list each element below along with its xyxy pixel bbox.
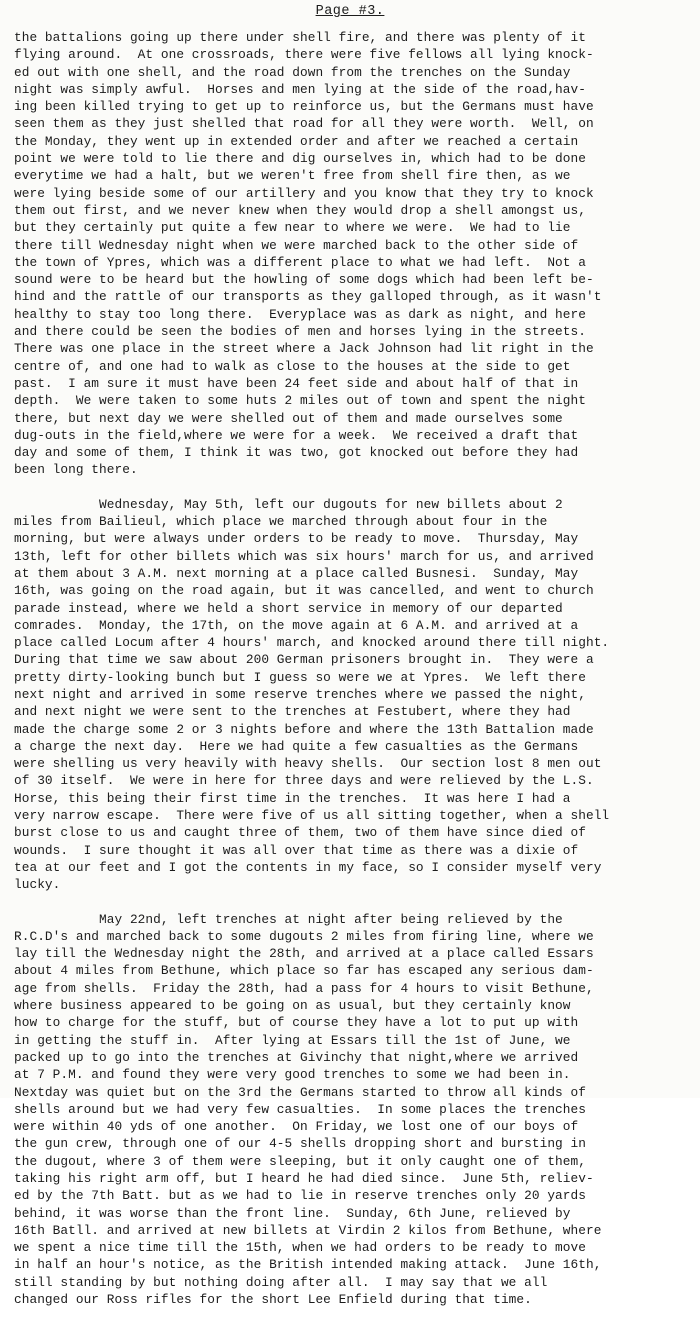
- paragraph-may-5th: Wednesday, May 5th, left our dugouts for new billets about 2 miles from Bailieul, which place we marched through about four in the morning, but were always under orders to be ready to move. Thursday, May 13th, left for other billets which was six hours' march for us, and arrived at them about 3 A.M. next morning at a place called Busnesi. Sunday, May 16th, was going on the road again, but it was cancelled, and went to church parade instead, where we held a short service in memory of our departed comrades. Monday, the 17th, on the move again at 6 A.M. and arrived at a place called Locum after 4 hours' march, and knocked around there till night. During that time we saw about 200 German prisoners brought in. They were a pretty dirty-looking bunch but I guess so were we at Ypres. We left there next night and arrived in some reserve trenches where we passed the night, and next night we were sent to the trenches at Festubert, where they had made the charge some 2 or 3 nights before and where the 13th Battalion made a charge the next day. Here we had quite a few casualties as the Germans were shelling us very heavily with heavy shells. Our section lost 8 men out of 30 itself. We were in here for three days and were relieved by the L.S. Horse, this being their first time in the trenches. It was here I had a very narrow escape. There were five of us all sitting together, when a shell burst close to us and caught three of them, two of them have since died of wounds. I sure thought it was all over that time as there was a dixie of tea at our feet and I got the contents in my face, so I consider myself very lucky.: [14, 496, 610, 893]
- paragraph-ypres: the battalions going up there under shell fire, and there was plenty of it flying around. At one crossroads, there were five fellows all lying knock- ed out with one shell, and the road down from the trenches on the Sunday night was simply awful. Horses and men lying at the side of the road,hav- ing been killed trying to get up to reinforce us, but the Germans must have seen them as they just shelled that road for all they were worth. Well, on the Monday, they went up in extended order and after we reached a certain point we were told to lie there and dig ourselves in, which had to be done everytime we had a halt, but we weren't free from shell fire then, as we were lying beside some of our artillery and you know that they try to knock them out first, and we never knew when they would drop a shell amongst us, but they certainly put quite a few near to where we were. We had to lie there till Wednesday night when we were marched back to the other side of the town of Ypres, which was a different place to what we had left. Not a sound were to be heard but the howling of some dogs which had been left be- hind and the rattle of our transports as they galloped through, as it wasn't healthy to stay too long there. Everyplace was as dark as night, and here and there could be seen the bodies of men and horses lying in the streets. There was one place in the street where a Jack Johnson had lit right in the centre of, and one had to walk as close to the houses at the side to get past. I am sure it must have been 24 feet side and about half of that in depth. We were taken to some huts 2 miles out of town and spent the night there, but next day we were shelled out of them and made ourselves some dug-outs in the field,where we were for a week. We received a draft that day and some of them, I think it was two, got knocked out before they had been long there.: [14, 30, 602, 478]
- letter-body: [14, 29, 690, 1325]
- paragraph-may-22nd: May 22nd, left trenches at night after being relieved by the R.C.D's and marched back to some dugouts 2 miles from firing line, where we lay till the Wednesday night the 28th, and arrived at a place called Essars about 4 miles from Bethune, which place so far has escaped any serious dam- age from shells. Friday the 28th, had a pass for 4 hours to visit Bethune, where business appeared to be going on as usual, but they certainly know how to charge for the stuff, but of course they have a lot to put up with in getting the stuff in. After lying at Essars till the 1st of June, we packed up to go into the trenches at Givinchy that night,where we arrived at 7 P.M. and found they were very good trenches to some we had been in. Nextday was quiet but on the 3rd the Germans started to throw all kinds of shells around but we had very few casualties. In some places the trenches were within 40 yds of one another. On Friday, we lost one of our boys of the gun crew, through one of our 4-5 shells dropping short and bursting in the dugout, where 3 of them were sleeping, but it only caught one of them, taking his right arm off, but I heard he had died since. June 5th, reliev- ed by the 7th Batt. but as we had to lie in reserve trenches only 20 yards behind, it was worse than the front line. Sunday, 6th June, relieved by 16th Batll. and arrived at new billets at Virdin 2 kilos from Bethune, where we spent a nice time till the 15th, when we had orders to be ready to move in half an hour's notice, as the British intended making attack. June 16th, still standing by but nothing doing after all. I may say that we all changed our Ross rifles for the short Lee Enfield during that time.: [14, 911, 602, 1308]
- page-number-header: Page #3.: [315, 4, 385, 19]
